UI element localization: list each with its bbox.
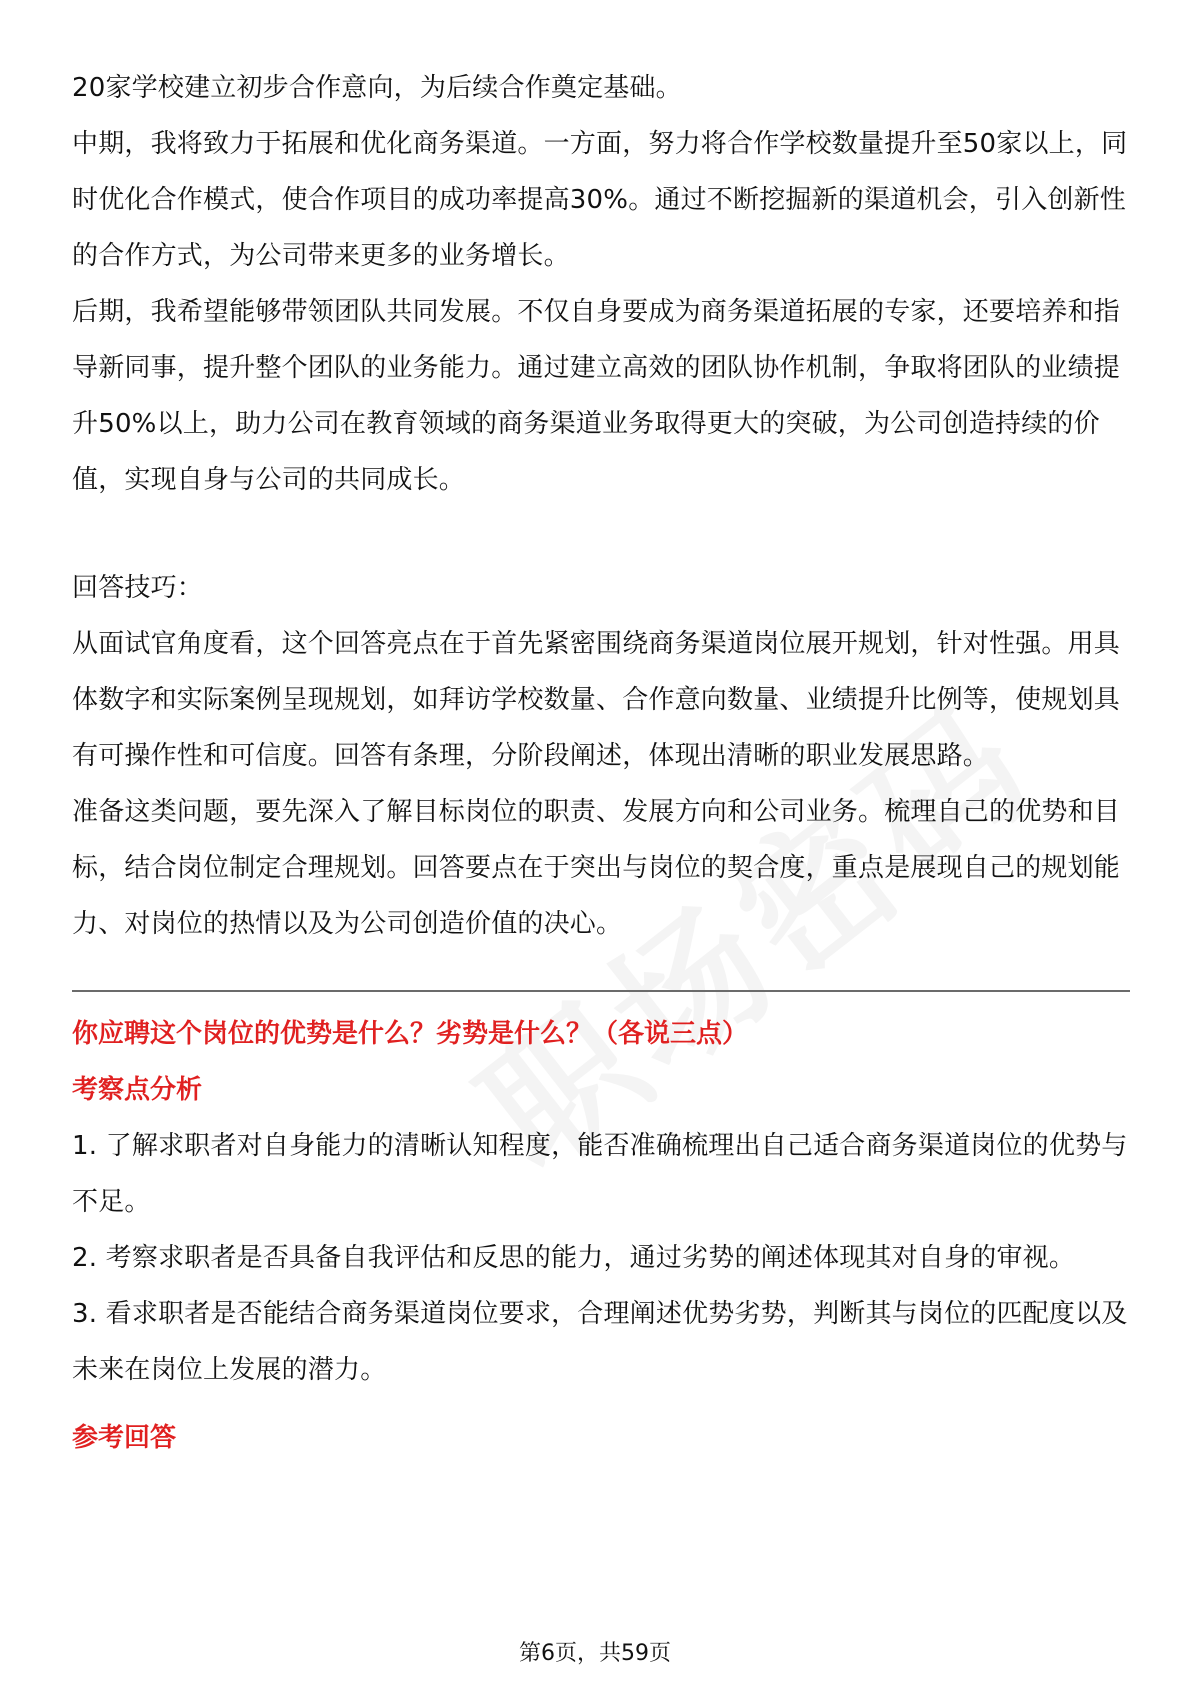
tips-paragraph: 准备这类问题，要先深入了解目标岗位的职责、发展方向和公司业务。梳理自己的优势和目标，结合岗位制定合理规划。回答要点在于突出与岗位的契合度，重点是展现自己的规划能力、对岗位的热情以及为公司创造价值的决心。 — [72, 797, 1121, 939]
body-paragraph: 后期，我希望能够带领团队共同发展。不仅自身要成为商务渠道拓展的专家，还要培养和指导新同事，提升整个团队的业务能力。通过建立高效的团队协作机制，争取将团队的业绩提升50%以上，助力公司在教育领域的商务渠道业务取得更大的突破，为公司创造持续的价值，实现自身与公司的共同成长。 — [72, 297, 1121, 495]
analysis-item: 2. 考察求职者是否具备自我评估和反思的能力，通过劣势的阐述体现其对自身的审视。 — [72, 1243, 1076, 1273]
analysis-item: 1. 了解求职者对自身能力的清晰认知程度，能否准确梳理出自己适合商务渠道岗位的优势与不足。 — [72, 1131, 1128, 1217]
page-number: 第6页，共59页 — [519, 1641, 671, 1666]
reference-answer-heading: 参考回答 — [72, 1423, 177, 1453]
body-paragraph: 中期，我将致力于拓展和优化商务渠道。一方面，努力将合作学校数量提升至50家以上，同时优化合作模式，使合作项目的成功率提高30%。通过不断挖掘新的渠道机会，引入创新性的合作方式，为公司带来更多的业务增长。 — [72, 129, 1128, 271]
tips-paragraph: 从面试官角度看，这个回答亮点在于首先紧密围绕商务渠道岗位展开规划，针对性强。用具体数字和实际案例呈现规划，如拜访学校数量、合作意向数量、业绩提升比例等，使规划具有可操作性和可信度。回答有条理，分阶段阐述，体现出清晰的职业发展思路。 — [72, 629, 1121, 771]
document-page — [72, 60, 1130, 1466]
section-spacer — [72, 508, 1130, 560]
tips-heading: 回答技巧： — [72, 573, 204, 603]
analysis-heading: 考察点分析 — [72, 1075, 203, 1105]
section-divider — [72, 990, 1130, 992]
body-paragraph: 20家学校建立初步合作意向，为后续合作奠定基础。 — [72, 73, 682, 103]
question-title: 你应聘这个岗位的优势是什么？劣势是什么？（各说三点） — [72, 1019, 749, 1049]
analysis-item: 3. 看求职者是否能结合商务渠道岗位要求，合理阐述优势劣势，判断其与岗位的匹配度以及未来在岗位上发展的潜力。 — [72, 1299, 1128, 1385]
